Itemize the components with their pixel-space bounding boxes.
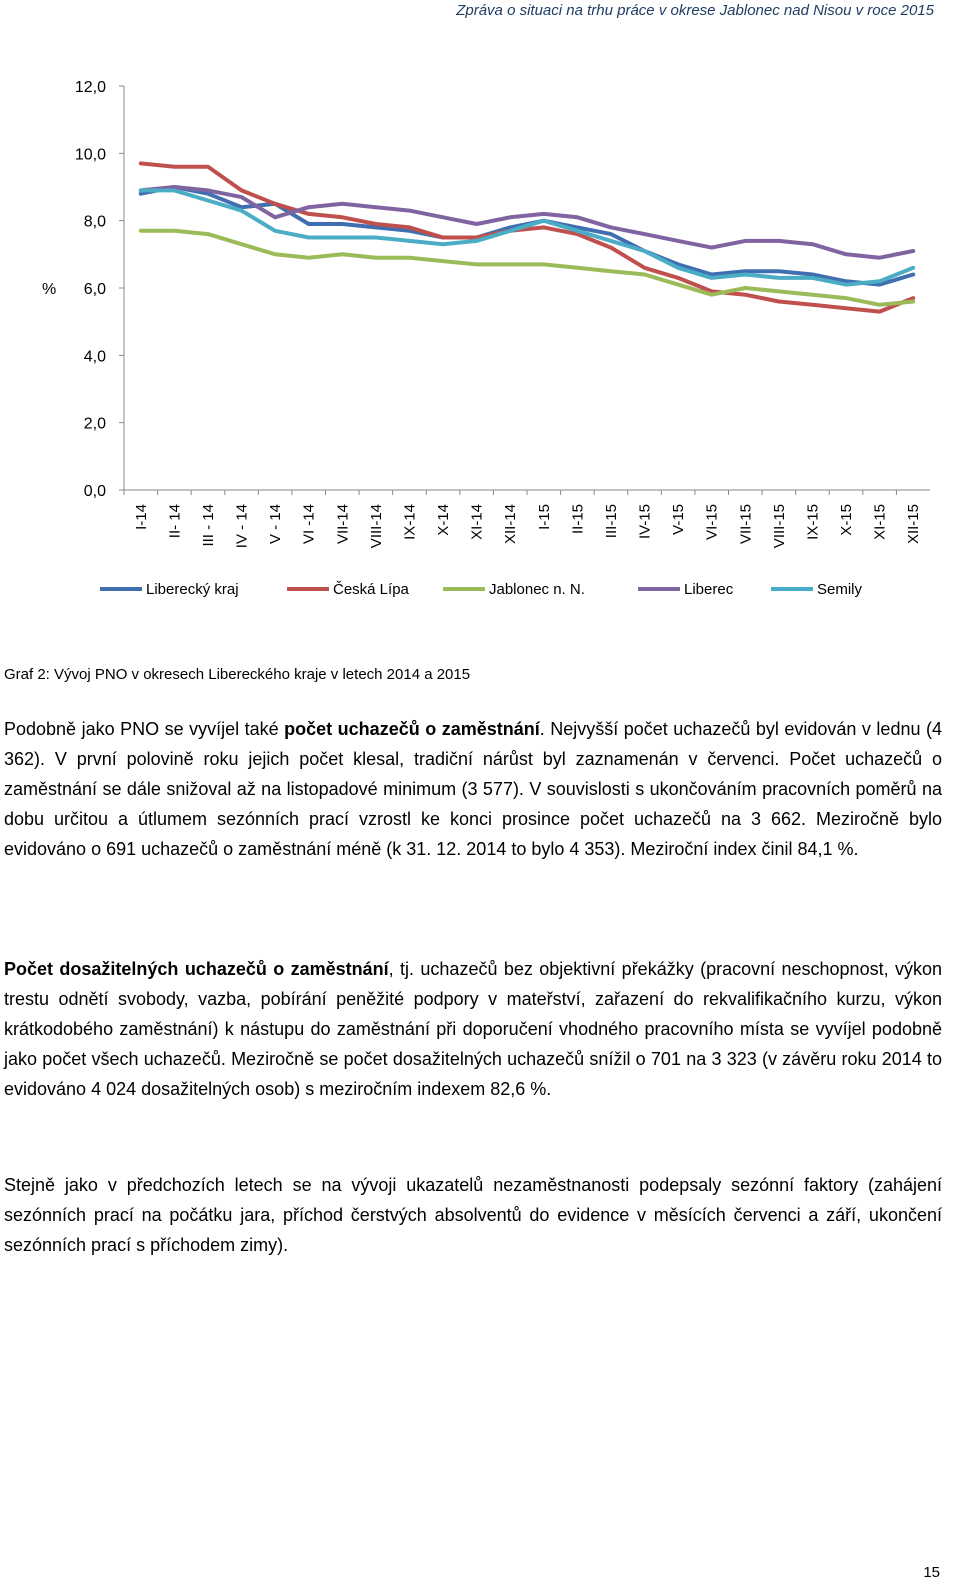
legend-label-4: Semily — [817, 581, 863, 598]
para1-text-2: . Nejvyšší počet uchazečů byl evidován v lednu (4 362). V první polovině roku jejich počet klesal, tradiční nárůst byl zaznamenán v červenci. Počet uchazečů o zaměstnání se dále snižoval až na listopadové minimum (3 577). V souvislosti s ukončováním pracovních poměrů na dobu určitou a útlumem sezónních prací vzrostl ke konci prosince počet uchazečů na 3 662. Meziročně bylo evidováno o 691 uchazečů o zaměstnání méně (k 31. 12. 2014 to bylo 4 353). Meziroční index činil 84,1 %. — [4, 719, 942, 859]
y-tick-label: 6,0 — [83, 281, 106, 298]
para2-text: , tj. uchazečů bez objektivní překážky (pracovní neschopnost, výkon trestu odnětí svobody, vazba, pobírání peněžité podpory v mateřství, zařazení do rekvalifikačního kurzu, výkon krátkodobého zaměstnání) k nástupu do zaměstnání při doporučení vhodného pracovního místa se vyvíjel podobně jako počet všech uchazečů. Meziročně se počet dosažitelných uchazečů snížil o 701 na 3 323 (v závěru roku 2014 to evidováno 4 024 dosažitelných osob) s meziročním indexem 82,6 %. — [4, 959, 942, 1099]
x-tick-label: V-15 — [670, 504, 688, 535]
x-tick-label: VI-15 — [703, 504, 721, 540]
legend-label-1: Česká Lípa — [333, 581, 409, 598]
y-tick-label: 2,0 — [83, 415, 106, 433]
x-tick-label: I-15 — [535, 504, 553, 530]
x-tick-label: I-14 — [132, 504, 150, 530]
series-line-1 — [141, 163, 913, 311]
para1-text-1: Podobně jako PNO se vyvíjel také — [4, 719, 285, 739]
y-tick-label: 8,0 — [83, 213, 106, 231]
y-tick-label: 4,0 — [83, 348, 106, 366]
chart-series-lines — [141, 163, 913, 311]
page-header: Zpráva o situaci na trhu práce v okrese Jablonec nad Nisou v roce 2015 — [456, 2, 934, 19]
y-axis — [42, 79, 930, 500]
x-tick-label: X-14 — [435, 504, 452, 536]
y-axis-label: % — [42, 281, 57, 298]
x-tick-label: XII-14 — [502, 504, 520, 545]
x-tick-label: VIII-15 — [770, 504, 788, 549]
x-tick-label: VIII-14 — [367, 504, 385, 549]
page-number: 15 — [923, 1564, 940, 1581]
x-tick-label: V - 14 — [267, 504, 285, 545]
chart-legend — [100, 581, 863, 598]
para1-bold: počet uchazečů o zaměstnání — [284, 719, 540, 739]
x-tick-label: IV-15 — [636, 504, 654, 540]
x-tick-label: IV - 14 — [233, 504, 251, 549]
legend-label-0: Liberecký kraj — [146, 581, 239, 598]
x-tick-label: XII-15 — [905, 504, 923, 545]
x-tick-label: II- 14 — [166, 504, 184, 539]
y-tick-label: 10,0 — [74, 146, 106, 164]
y-tick-label: 12,0 — [74, 79, 106, 96]
x-tick-label: VII-15 — [737, 504, 755, 545]
chart-caption: Graf 2: Vývoj PNO v okresech Libereckého kraje v letech 2014 a 2015 — [4, 666, 471, 683]
paragraph-uchazeci — [4, 714, 942, 864]
series-line-0 — [141, 187, 913, 285]
para2-bold: Počet dosažitelných uchazečů o zaměstnání — [4, 959, 389, 979]
legend-label-2: Jablonec n. N. — [489, 581, 585, 598]
x-tick-label: VI -14 — [300, 504, 318, 545]
paragraph-sezonni: Stejně jako v předchozích letech se na vývoji ukazatelů nezaměstnanosti podepsaly sezónní faktory (zahájení sezónních prací na počátku jara, příchod čerstvých absolventů do evidence v měsících červenci a září, ukončení sezónních prací s příchodem zimy). — [4, 1175, 942, 1255]
paragraph-dosazitelni — [4, 954, 942, 1104]
x-tick-label: XI-14 — [468, 504, 486, 540]
x-tick-label: IX-14 — [401, 504, 419, 540]
x-tick-label: III - 14 — [200, 504, 217, 547]
legend-label-3: Liberec — [684, 581, 734, 598]
pno-line-chart — [0, 70, 960, 630]
x-tick-label: XI-15 — [871, 504, 889, 540]
x-axis — [124, 490, 922, 548]
x-tick-label: VII-14 — [334, 504, 352, 545]
x-tick-label: III-15 — [603, 504, 620, 539]
y-tick-label: 0,0 — [83, 483, 106, 500]
x-tick-label: X-15 — [838, 504, 855, 536]
x-tick-label: IX-15 — [804, 504, 822, 540]
x-tick-label: II-15 — [569, 504, 587, 535]
